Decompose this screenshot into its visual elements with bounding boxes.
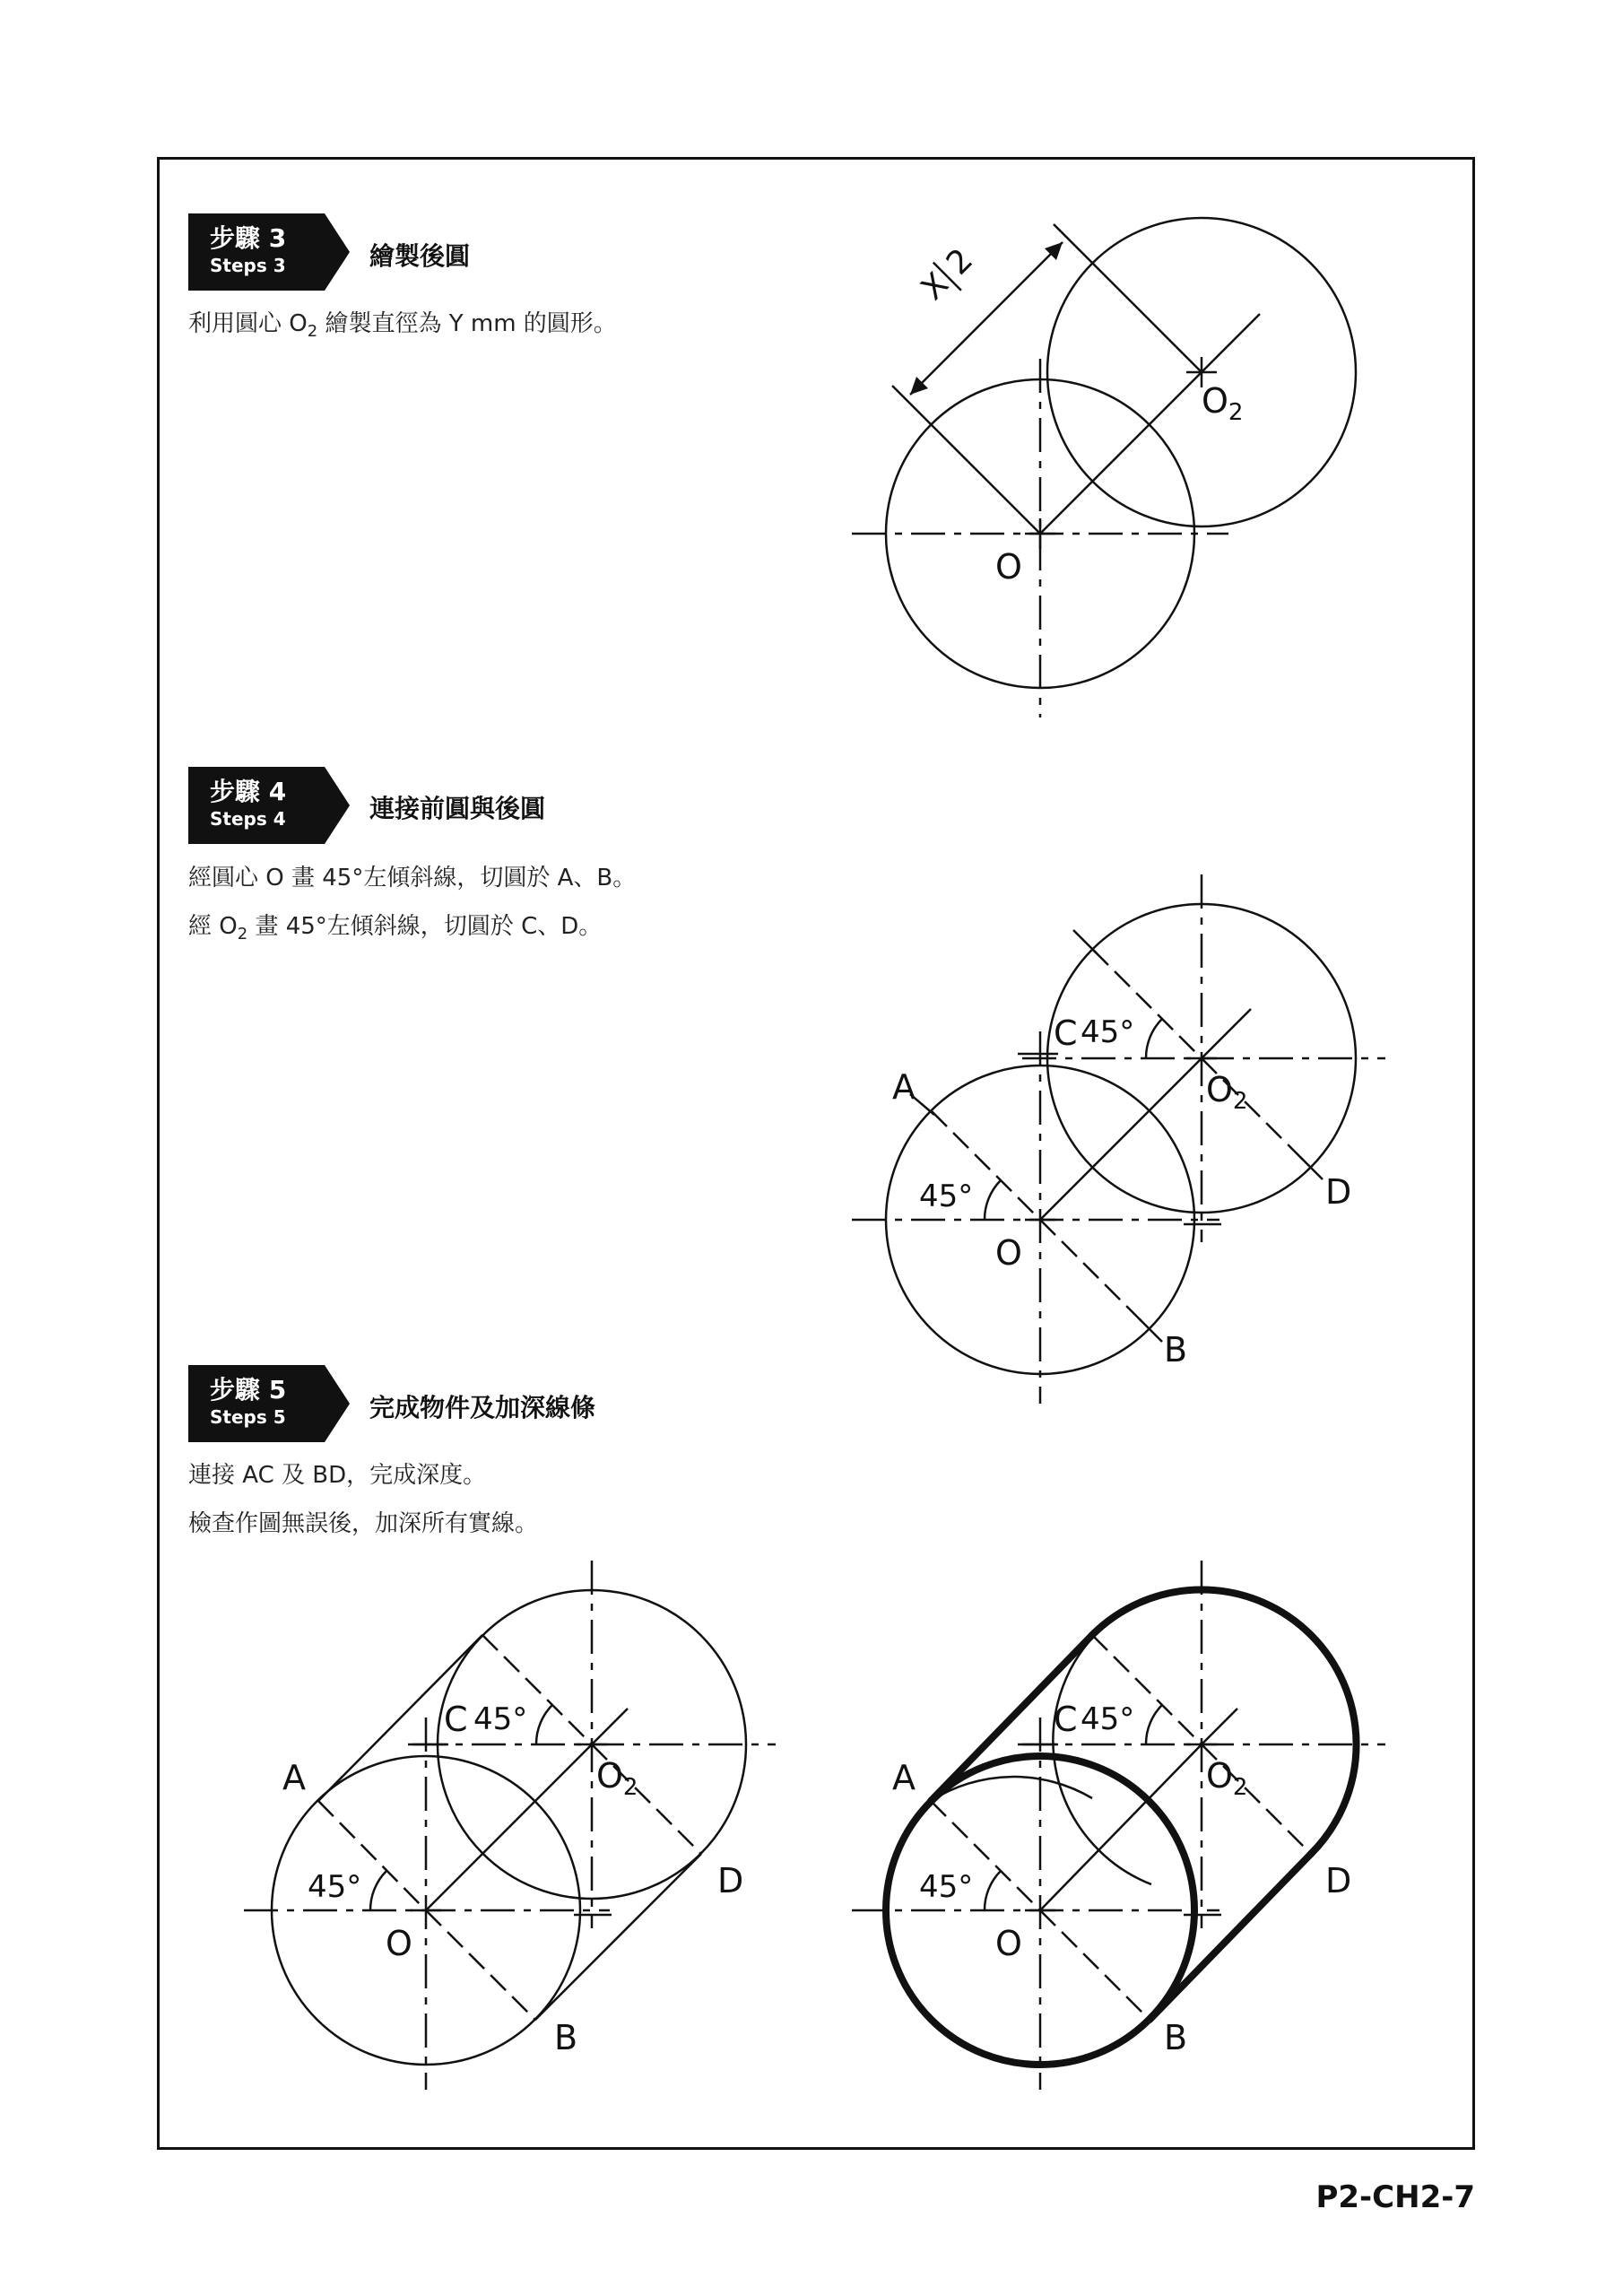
step-5-description-line-2: 檢查作圖無誤後，加深所有實線。	[188, 1510, 539, 1537]
angle-label: 45°	[1081, 1701, 1135, 1737]
step-3-label: 步驟 3	[210, 223, 287, 253]
label-d: D	[717, 1861, 744, 1900]
angle-label: 45°	[1081, 1014, 1135, 1050]
label-o2: $O_2$	[1206, 1070, 1248, 1115]
step-4-title: 連接前圓與後圓	[369, 794, 546, 823]
dimension-2: 2	[939, 241, 981, 283]
step-3-desc-text: 利用圓心 O	[188, 310, 308, 337]
dimension-x: X	[914, 265, 957, 308]
angle-arc	[985, 1871, 1001, 1910]
label-c: C	[444, 1700, 468, 1739]
label-b: B	[1164, 1330, 1188, 1370]
angle-label: 45°	[919, 1869, 974, 1905]
step-5-description-line-1: 連接 AC 及 BD，完成深度。	[188, 1462, 487, 1489]
page-number: P2-CH2-7	[1315, 2179, 1475, 2215]
step-5-label: 步驟 5	[210, 1375, 287, 1405]
angle-label: 45°	[308, 1869, 362, 1905]
label-c: C	[1054, 1700, 1078, 1739]
step-4-description-line-1: 經圓心 O 畫 45°左傾斜線，切圓於 A、B。	[188, 865, 637, 891]
step-4-sublabel: Steps 4	[210, 808, 286, 830]
step-4-desc-sub: 2	[237, 925, 248, 944]
label-o: O	[995, 1924, 1022, 1963]
step-3-title: 繪製後圓	[369, 241, 471, 271]
label-d: D	[1325, 1172, 1352, 1212]
step-3-sublabel: Steps 3	[210, 255, 286, 276]
angle-label: 45°	[473, 1701, 528, 1737]
label-b: B	[1164, 2018, 1188, 2057]
label-o2: $O_2$	[1202, 381, 1244, 426]
label-a: A	[892, 1758, 916, 1797]
label-a: A	[282, 1758, 306, 1797]
label-o2: $O_2$	[1206, 1756, 1248, 1801]
step-3-desc-sub: 2	[307, 322, 318, 342]
label-a: A	[892, 1067, 916, 1107]
angle-arc	[1146, 1705, 1162, 1744]
step-4-desc-text-end: 畫 45°左傾斜線，切圓於 C、D。	[247, 913, 603, 940]
label-o: O	[995, 1233, 1022, 1273]
angle-label: 45°	[919, 1178, 974, 1214]
step-4-label: 步驟 4	[210, 777, 287, 806]
step-4-desc-text: 經 O	[188, 913, 238, 940]
step-5-sublabel: Steps 5	[210, 1406, 286, 1428]
label-c: C	[1054, 1013, 1078, 1053]
label-o2: $O_2$	[596, 1756, 638, 1801]
label-o: O	[995, 547, 1022, 587]
label-d: D	[1325, 1861, 1352, 1900]
step-3-desc-text-end: 繪製直徑為 Y mm 的圓形。	[317, 310, 617, 337]
label-b: B	[554, 2018, 578, 2057]
label-o: O	[386, 1924, 412, 1963]
step-5-title: 完成物件及加深線條	[369, 1393, 596, 1422]
tangent-line-bd-thick	[1150, 1854, 1311, 2020]
